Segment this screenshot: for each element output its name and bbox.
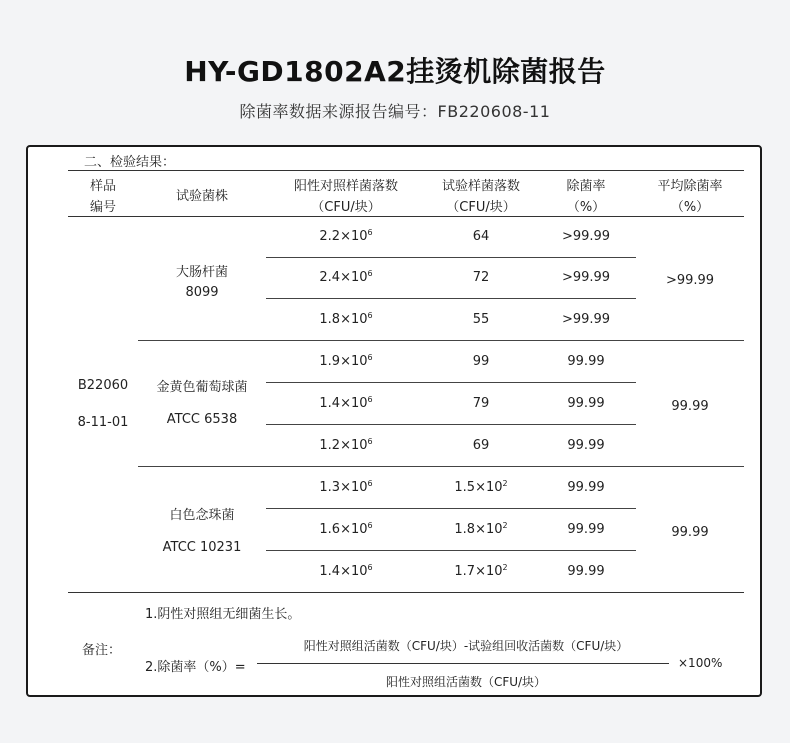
test-count: $1.5\times 10^2$ bbox=[454, 479, 508, 495]
average-rate: 99.99 bbox=[671, 399, 709, 414]
formula-multiplier: ×100% bbox=[678, 656, 723, 670]
control-count: $1.8\times 10^6$ bbox=[319, 311, 373, 327]
control-count: $1.6\times 10^6$ bbox=[319, 521, 373, 537]
control-count: $1.2\times 10^6$ bbox=[319, 437, 373, 453]
row-rule bbox=[266, 424, 636, 425]
removal-rate: 99.99 bbox=[567, 522, 605, 537]
row-rule bbox=[266, 382, 636, 383]
header-strain: 试验菌株 bbox=[175, 189, 228, 204]
row-rule bbox=[266, 550, 636, 551]
control-count: $1.4\times 10^6$ bbox=[319, 563, 373, 579]
group-rule bbox=[138, 466, 744, 467]
strain-code: ATCC 10231 bbox=[162, 540, 242, 555]
removal-rate: 99.99 bbox=[567, 396, 605, 411]
removal-rate: 99.99 bbox=[567, 480, 605, 495]
control-count: $2.2\times 10^6$ bbox=[319, 228, 373, 244]
test-count: 99 bbox=[472, 354, 490, 369]
row-rule bbox=[266, 298, 636, 299]
test-count: 69 bbox=[472, 438, 490, 453]
formula-denominator: 阳性对照组活菌数（CFU/块） bbox=[385, 675, 547, 689]
table-top-rule bbox=[68, 170, 744, 171]
test-count: $1.8\times 10^2$ bbox=[454, 521, 508, 537]
header-control-line2: （CFU/块） bbox=[311, 200, 381, 215]
header-test-line2: （CFU/块） bbox=[446, 200, 516, 215]
removal-rate: >99.99 bbox=[561, 270, 611, 285]
results-card bbox=[26, 145, 762, 697]
header-rate-line1: 除菌率 bbox=[566, 179, 606, 194]
notes-label: 备注： bbox=[82, 643, 122, 658]
removal-rate: 99.99 bbox=[567, 438, 605, 453]
header-average-line1: 平均除菌率 bbox=[657, 179, 723, 194]
header-rate-line2: （%） bbox=[566, 200, 606, 215]
header-control-line1: 阳性对照样菌落数 bbox=[293, 179, 398, 194]
report-title: HY-GD1802A2挂烫机除菌报告 bbox=[184, 55, 606, 88]
test-count: 79 bbox=[472, 396, 490, 411]
note-2-prefix: 2.除菌率（%）= bbox=[145, 660, 246, 675]
section-heading: 二、检验结果： bbox=[84, 155, 176, 170]
header-test-line1: 试验样菌落数 bbox=[441, 179, 520, 194]
strain-name: 大肠杆菌 bbox=[175, 265, 228, 280]
note-1: 1.阴性对照组无细菌生长。 bbox=[145, 607, 301, 622]
control-count: $2.4\times 10^6$ bbox=[319, 269, 373, 285]
group-rule bbox=[138, 340, 744, 341]
control-count: $1.4\times 10^6$ bbox=[319, 395, 373, 411]
row-rule bbox=[266, 508, 636, 509]
average-rate: 99.99 bbox=[671, 525, 709, 540]
average-rate: >99.99 bbox=[665, 273, 715, 288]
header-sample-no-line2: 编号 bbox=[89, 200, 116, 215]
header-sample-no-line1: 样品 bbox=[89, 179, 116, 194]
sample-number-line2: 8-11-01 bbox=[77, 415, 129, 430]
strain-code: ATCC 6538 bbox=[166, 412, 238, 427]
formula-numerator: 阳性对照组活菌数（CFU/块）-试验组回收活菌数（CFU/块） bbox=[303, 639, 629, 653]
removal-rate: 99.99 bbox=[567, 564, 605, 579]
removal-rate: >99.99 bbox=[561, 312, 611, 327]
test-count: $1.7\times 10^2$ bbox=[454, 563, 508, 579]
test-count: 55 bbox=[472, 312, 490, 327]
strain-code: 8099 bbox=[185, 285, 219, 300]
header-bottom-rule bbox=[68, 216, 744, 217]
strain-name: 金黄色葡萄球菌 bbox=[156, 380, 248, 395]
sample-number-line1: B22060 bbox=[77, 378, 129, 393]
removal-rate: 99.99 bbox=[567, 354, 605, 369]
strain-name: 白色念珠菌 bbox=[169, 508, 235, 523]
header-average-line2: （%） bbox=[670, 200, 710, 215]
control-count: $1.3\times 10^6$ bbox=[319, 479, 373, 495]
formula-fraction-bar bbox=[257, 663, 669, 664]
test-count: 64 bbox=[472, 229, 490, 244]
row-rule bbox=[266, 257, 636, 258]
control-count: $1.9\times 10^6$ bbox=[319, 353, 373, 369]
table-bottom-rule bbox=[68, 592, 744, 593]
test-count: 72 bbox=[472, 270, 490, 285]
report-subtitle: 除菌率数据来源报告编号：FB220608-11 bbox=[239, 102, 551, 121]
removal-rate: >99.99 bbox=[561, 229, 611, 244]
